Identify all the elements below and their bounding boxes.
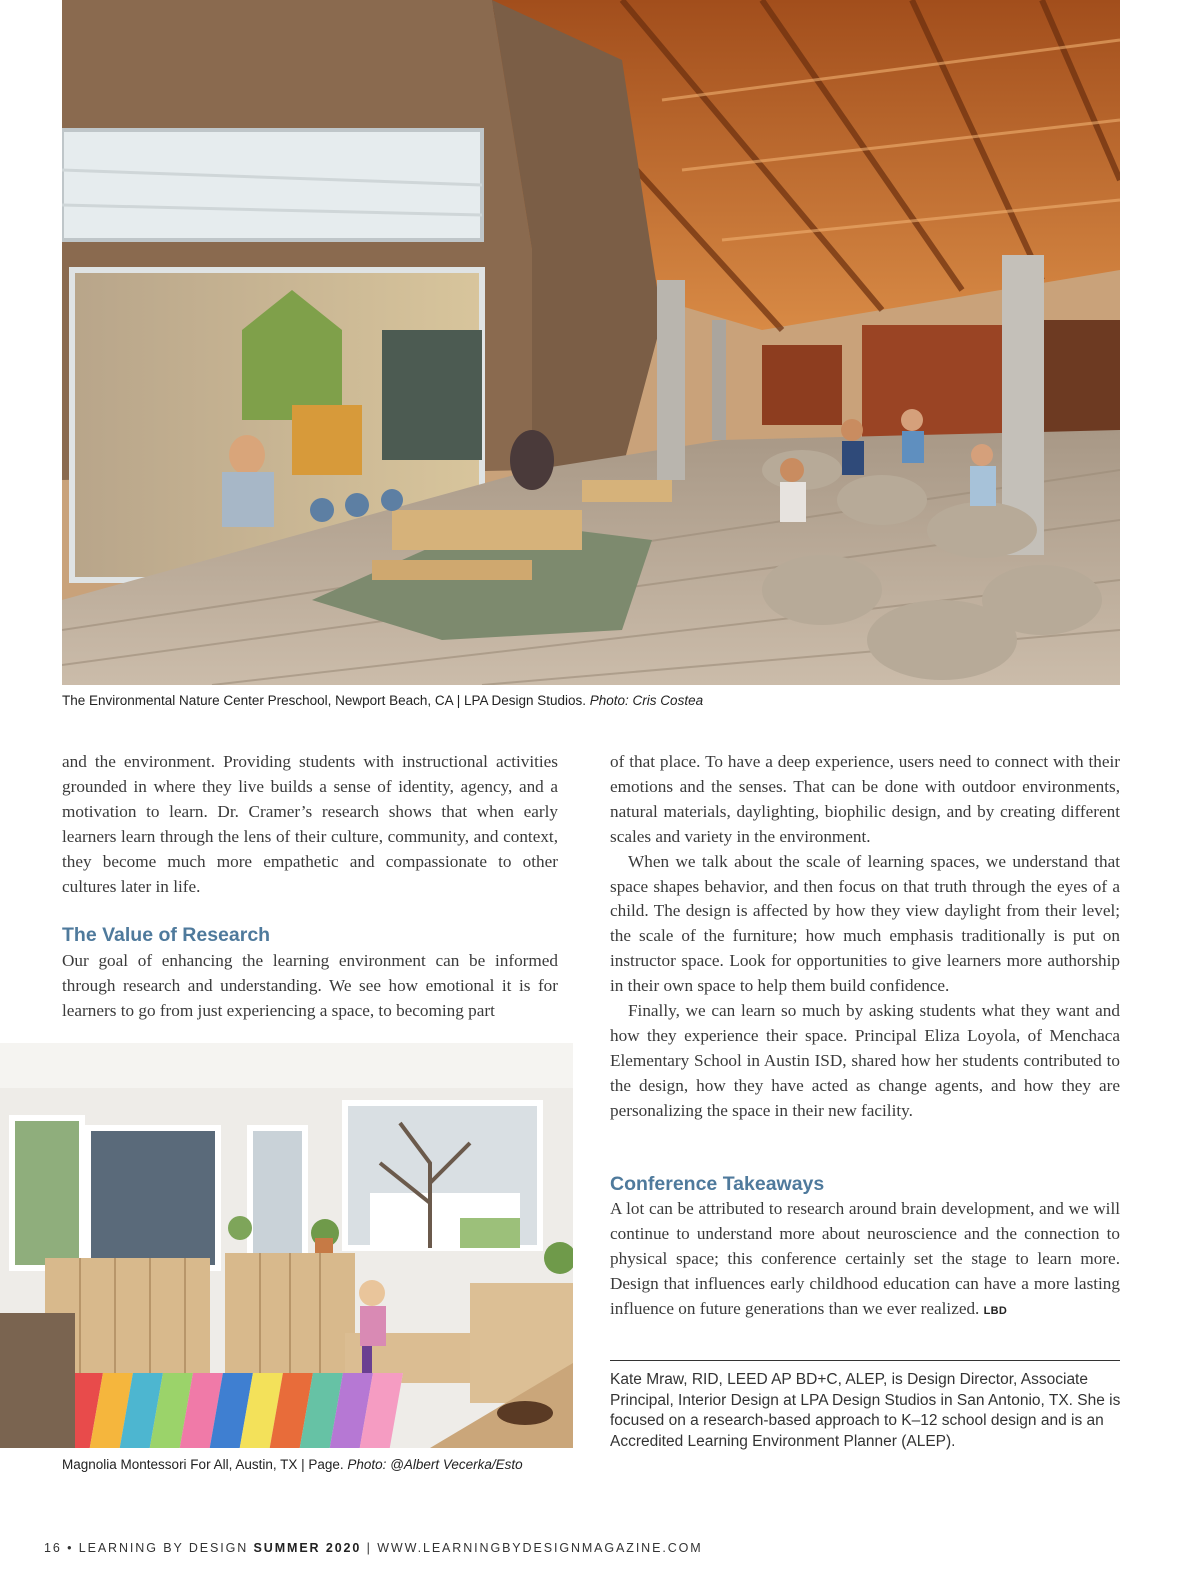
bottom-photo-credit: Photo: @Albert Vecerka/Esto xyxy=(347,1457,523,1472)
preschool-deck-photo xyxy=(62,0,1120,685)
footer-separator: | xyxy=(361,1541,378,1555)
top-photo-credit: Photo: Cris Costea xyxy=(589,693,704,708)
bottom-photo-caption xyxy=(62,1457,523,1472)
section-heading-value-of-research: The Value of Research xyxy=(62,924,271,946)
body-paragraph: Our goal of enhancing the learning environment can be informed through research and understanding. We see how emotional it is for learners to go from just experiencing a space, to becoming part xyxy=(62,951,558,1020)
top-photo-caption xyxy=(62,693,703,708)
right-column-top xyxy=(610,750,1120,1124)
body-paragraph: and the environment. Providing students with instructional activities grounded in where they live builds a sense of identity, agency, and a motivation to learn. Dr. Cramer’s research shows that when early learners learn through the lens of their culture, community, and context, they become much more empathetic and compassionate to other cultures later in life. xyxy=(62,752,558,896)
author-bio: Kate Mraw, RID, LEED AP BD+C, ALEP, is Design Director, Associate Principal, Interior Design at LPA Design Studios in San Antonio, TX. She is focused on a research-based approach to K–12 school design and is an Accredited Learning Environment Planner (ALEP). xyxy=(610,1371,1121,1450)
body-paragraph xyxy=(610,1197,1120,1324)
footer-issue: SUMMER 2020 xyxy=(253,1541,362,1555)
top-photo-caption-text: The Environmental Nature Center Preschool, Newport Beach, CA | LPA Design Studios. xyxy=(62,693,590,708)
left-column-top xyxy=(62,750,558,899)
body-paragraph: When we talk about the scale of learning spaces, we understand that space shapes behavior, and then focus on that truth through the eyes of a child. The design is affected by how they view daylight from their level; the scale of the furniture; how much emphasis traditionally is put on instructor space. Look for opportunities to give learners more authorship in their own space to help them build confidence. xyxy=(610,851,1120,996)
montessori-classroom-photo xyxy=(0,1043,573,1448)
right-column-bottom xyxy=(610,1197,1120,1324)
left-column-mid xyxy=(62,949,558,1024)
footer-website-link[interactable]: WWW.LEARNINGBYDESIGNMAGAZINE.COM xyxy=(377,1541,703,1555)
section-heading-conference-takeaways: Conference Takeaways xyxy=(610,1173,825,1195)
bio-divider xyxy=(610,1360,1120,1361)
body-paragraph-text: A lot can be attributed to research around brain development, and we will continue to understand more about neuroscience and the connection to physical space; this conference certainly set the stage to learn more. Design that influences early childhood education can have a more lasting influence on future generations than we ever realized. xyxy=(610,1199,1120,1318)
bottom-photo-caption-text: Magnolia Montessori For All, Austin, TX | Page. xyxy=(62,1457,348,1472)
page-footer xyxy=(44,1541,703,1555)
body-paragraph: of that place. To have a deep experience, users need to connect with their emotions and the senses. That can be done with outdoor environments, natural materials, daylighting, biophilic design, and by creating different scales and variety in the environment. xyxy=(610,752,1120,846)
end-mark: LBD xyxy=(983,1304,1008,1317)
body-paragraph: Finally, we can learn so much by asking students what they want and how they experience their space. Principal Eliza Loyola, of Menchaca Elementary School in Austin ISD, shared how her students contributed to the design, how they have acted as change agents, and how they are personalizing the space in their new facility. xyxy=(610,1001,1120,1120)
footer-page-magazine: 16 • LEARNING BY DESIGN xyxy=(44,1541,254,1555)
